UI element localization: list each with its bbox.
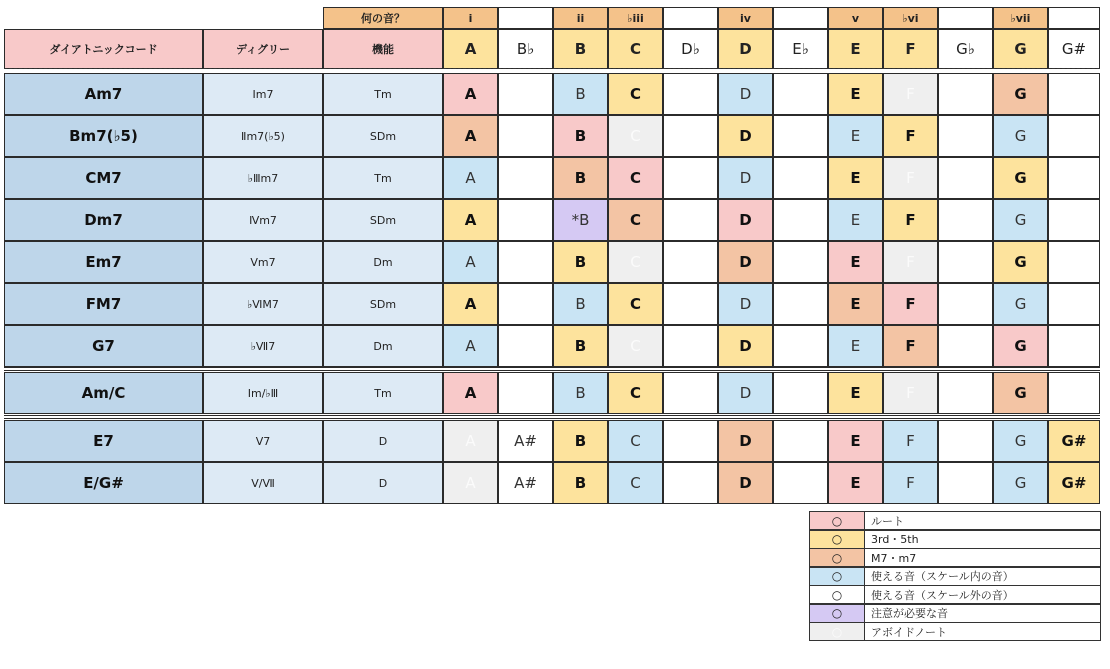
note-cell: [663, 420, 718, 462]
chord-function: Tm: [323, 73, 443, 115]
chord-degree: Ⅰm/♭Ⅲ: [203, 372, 323, 414]
note-cell: [773, 420, 828, 462]
chord-name: G7: [4, 325, 203, 367]
note-cell: A: [443, 157, 498, 199]
chord-function: Tm: [323, 157, 443, 199]
note-column-header: B: [553, 29, 608, 69]
chord-function: Dm: [323, 241, 443, 283]
note-cell: A: [443, 283, 498, 325]
note-cell: F: [883, 372, 938, 414]
note-cell: A#: [498, 462, 553, 504]
note-cell: B: [553, 283, 608, 325]
note-cell: B: [553, 325, 608, 367]
degree-header: iv: [718, 7, 773, 29]
note-cell: [773, 241, 828, 283]
note-cell: G: [993, 241, 1048, 283]
chord-name: Am7: [4, 73, 203, 115]
chord-degree: ♭Ⅲm7: [203, 157, 323, 199]
note-cell: D: [718, 241, 773, 283]
note-cell: [498, 199, 553, 241]
note-cell: [938, 115, 993, 157]
note-cell: G: [993, 115, 1048, 157]
note-cell: *B: [553, 199, 608, 241]
legend-swatch: ○: [810, 586, 865, 603]
legend-swatch: ○: [810, 549, 865, 566]
note-cell: [938, 420, 993, 462]
chord-degree: Ⅳm7: [203, 199, 323, 241]
note-cell: G: [993, 199, 1048, 241]
header-dashed-divider: [4, 68, 1100, 69]
note-cell: [663, 372, 718, 414]
note-cell: D: [718, 420, 773, 462]
note-cell: [663, 73, 718, 115]
note-cell: [663, 462, 718, 504]
legend-label: ルート: [871, 514, 904, 528]
note-cell: [938, 73, 993, 115]
note-cell: [663, 241, 718, 283]
note-cell: A: [443, 115, 498, 157]
note-cell: C: [608, 157, 663, 199]
legend-label: M7・m7: [871, 551, 917, 565]
note-cell: [1048, 157, 1100, 199]
legend-swatch: ○: [810, 623, 865, 640]
note-column-header: E: [828, 29, 883, 69]
note-cell: A: [443, 73, 498, 115]
note-cell: F: [883, 325, 938, 367]
note-cell: A#: [498, 420, 553, 462]
section-separator: [4, 415, 1100, 419]
note-cell: B: [553, 115, 608, 157]
note-cell: G: [993, 73, 1048, 115]
note-cell: B: [553, 157, 608, 199]
chord-degree: Ⅴ7: [203, 420, 323, 462]
note-column-header: C: [608, 29, 663, 69]
note-cell: [773, 157, 828, 199]
note-cell: A: [443, 241, 498, 283]
note-cell: B: [553, 462, 608, 504]
legend-label: アボイドノート: [871, 625, 948, 639]
chord-degree: ♭Ⅶ7: [203, 325, 323, 367]
chord-function: SDm: [323, 283, 443, 325]
degree-column-header: ディグリー: [203, 29, 323, 69]
note-cell: C: [608, 241, 663, 283]
note-cell: G: [993, 420, 1048, 462]
note-cell: F: [883, 157, 938, 199]
note-cell: [663, 199, 718, 241]
note-cell: D: [718, 462, 773, 504]
legend-item: [809, 548, 1101, 567]
note-cell: [663, 283, 718, 325]
legend-item: [809, 622, 1101, 641]
note-cell: B: [553, 420, 608, 462]
degree-header: ii: [553, 7, 608, 29]
chord-degree: Ⅰm7: [203, 73, 323, 115]
chord-function: Tm: [323, 372, 443, 414]
note-cell: G#: [1048, 420, 1100, 462]
note-cell: F: [883, 199, 938, 241]
note-cell: [773, 73, 828, 115]
note-cell: G: [993, 462, 1048, 504]
note-cell: [663, 157, 718, 199]
note-cell: E: [828, 420, 883, 462]
legend-label: 使える音（スケール外の音）: [871, 588, 1014, 602]
note-cell: F: [883, 115, 938, 157]
chord-name: E/G#: [4, 462, 203, 504]
note-cell: C: [608, 420, 663, 462]
legend-swatch: ○: [810, 605, 865, 622]
note-cell: [938, 325, 993, 367]
note-cell: [498, 157, 553, 199]
note-column-header: E♭: [773, 29, 828, 69]
note-cell: [498, 283, 553, 325]
note-cell: A: [443, 462, 498, 504]
note-cell: [938, 157, 993, 199]
chord-degree: Ⅴm7: [203, 241, 323, 283]
function-column-header: 機能: [323, 29, 443, 69]
note-cell: D: [718, 325, 773, 367]
note-cell: E: [828, 283, 883, 325]
note-cell: [1048, 73, 1100, 115]
legend-label: 使える音（スケール内の音）: [871, 570, 1014, 583]
note-cell: B: [553, 241, 608, 283]
note-cell: [773, 283, 828, 325]
legend-swatch: ○: [810, 512, 865, 529]
note-cell: B: [553, 73, 608, 115]
legend-item: [809, 567, 1101, 586]
note-column-header: G: [993, 29, 1048, 69]
note-cell: C: [608, 73, 663, 115]
note-cell: G: [993, 157, 1048, 199]
note-cell: G: [993, 372, 1048, 414]
note-cell: G: [993, 283, 1048, 325]
legend-item: [809, 511, 1101, 530]
note-cell: D: [718, 115, 773, 157]
note-column-header: D♭: [663, 29, 718, 69]
chord-name: Em7: [4, 241, 203, 283]
degree-header: v: [828, 7, 883, 29]
section-separator: [4, 367, 1100, 371]
note-cell: [1048, 241, 1100, 283]
legend-item: [809, 530, 1101, 549]
note-cell: [938, 372, 993, 414]
note-cell: [773, 372, 828, 414]
note-column-header: B♭: [498, 29, 553, 69]
note-column-header: D: [718, 29, 773, 69]
degree-header: ♭iii: [608, 7, 663, 29]
note-cell: C: [608, 325, 663, 367]
note-cell: [663, 115, 718, 157]
note-cell: [1048, 325, 1100, 367]
note-cell: [498, 241, 553, 283]
note-cell: [938, 283, 993, 325]
note-cell: C: [608, 372, 663, 414]
note-cell: E: [828, 241, 883, 283]
chord-function: SDm: [323, 199, 443, 241]
note-cell: E: [828, 157, 883, 199]
degree-header: [938, 7, 993, 29]
chord-name: Bm7(♭5): [4, 115, 203, 157]
note-cell: E: [828, 372, 883, 414]
note-cell: E: [828, 115, 883, 157]
legend-item: [809, 604, 1101, 623]
note-cell: [498, 372, 553, 414]
note-cell: G#: [1048, 462, 1100, 504]
note-cell: E: [828, 73, 883, 115]
note-cell: E: [828, 325, 883, 367]
note-cell: [773, 325, 828, 367]
note-cell: F: [883, 462, 938, 504]
legend-swatch: ○: [810, 568, 865, 585]
note-cell: [498, 73, 553, 115]
note-cell: D: [718, 372, 773, 414]
legend-label: 3rd・5th: [871, 533, 919, 546]
note-cell: [1048, 372, 1100, 414]
chord-function: D: [323, 420, 443, 462]
chord-function: SDm: [323, 115, 443, 157]
note-cell: [938, 241, 993, 283]
note-cell: A: [443, 199, 498, 241]
note-cell: A: [443, 325, 498, 367]
degree-header: [663, 7, 718, 29]
legend-swatch: ○: [810, 531, 865, 548]
note-cell: A: [443, 420, 498, 462]
note-cell: G: [993, 325, 1048, 367]
chord-degree: ♭ⅥM7: [203, 283, 323, 325]
note-column-header: G#: [1048, 29, 1100, 69]
degree-header: [1048, 7, 1100, 29]
degree-header: ♭vii: [993, 7, 1048, 29]
chord-name: FM7: [4, 283, 203, 325]
note-cell: [938, 199, 993, 241]
note-cell: F: [883, 283, 938, 325]
note-cell: E: [828, 462, 883, 504]
note-column-header: F: [883, 29, 938, 69]
note-cell: D: [718, 283, 773, 325]
note-cell: C: [608, 199, 663, 241]
chord-name: Am/C: [4, 372, 203, 414]
note-cell: [773, 115, 828, 157]
note-cell: [498, 325, 553, 367]
chord-name: Dm7: [4, 199, 203, 241]
note-cell: [663, 325, 718, 367]
note-cell: [498, 115, 553, 157]
note-cell: [938, 462, 993, 504]
chord-name: E7: [4, 420, 203, 462]
degree-header: ♭vi: [883, 7, 938, 29]
note-cell: C: [608, 283, 663, 325]
chord-degree: Ⅱm7(♭5): [203, 115, 323, 157]
degree-header: [773, 7, 828, 29]
degree-header: i: [443, 7, 498, 29]
legend-label: 注意が必要な音: [871, 607, 948, 620]
legend-item: [809, 585, 1101, 604]
note-cell: D: [718, 73, 773, 115]
note-cell: D: [718, 157, 773, 199]
note-cell: F: [883, 420, 938, 462]
note-cell: [773, 199, 828, 241]
chord-degree: Ⅴ/Ⅶ: [203, 462, 323, 504]
chord-function: D: [323, 462, 443, 504]
degree-header: [498, 7, 553, 29]
note-cell: A: [443, 372, 498, 414]
note-cell: F: [883, 241, 938, 283]
note-cell: C: [608, 115, 663, 157]
note-cell: B: [553, 372, 608, 414]
note-column-header: G♭: [938, 29, 993, 69]
note-cell: [1048, 199, 1100, 241]
note-cell: [1048, 283, 1100, 325]
what-note-header: 何の音？: [323, 7, 443, 29]
note-cell: D: [718, 199, 773, 241]
note-cell: E: [828, 199, 883, 241]
note-cell: F: [883, 73, 938, 115]
note-column-header: A: [443, 29, 498, 69]
note-cell: [1048, 115, 1100, 157]
chord-column-header: ダイアトニックコード: [4, 29, 203, 69]
chord-function: Dm: [323, 325, 443, 367]
chord-name: CM7: [4, 157, 203, 199]
note-cell: [773, 462, 828, 504]
note-cell: C: [608, 462, 663, 504]
